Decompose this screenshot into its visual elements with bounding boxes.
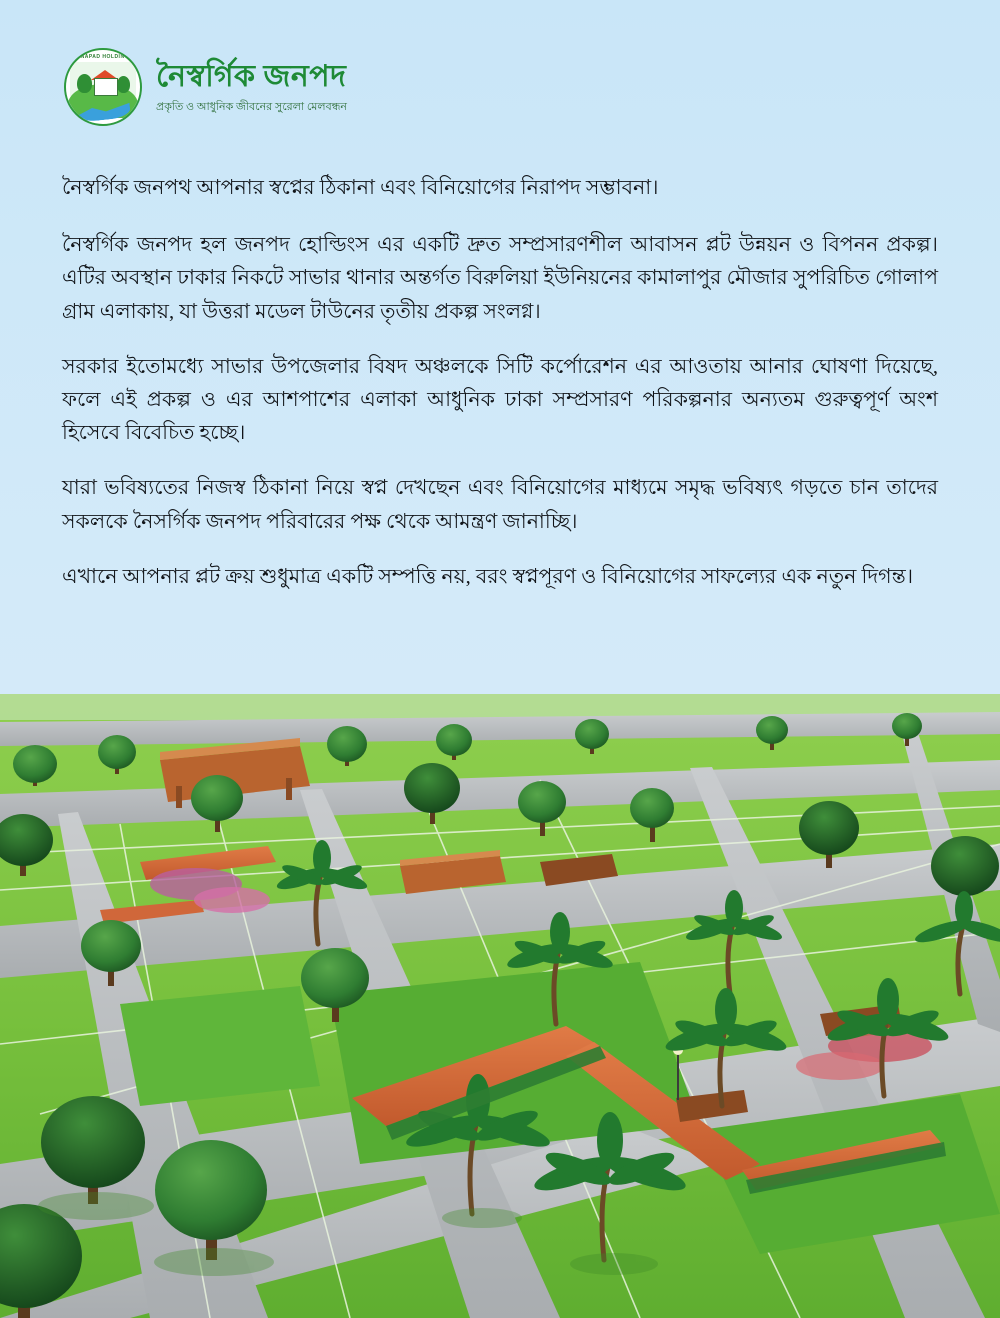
logo-house-icon (94, 78, 118, 96)
logo-ring-text: JANAPAD HOLDINGS (73, 54, 133, 60)
brand-text (156, 58, 347, 117)
body-content (62, 172, 938, 594)
brand-title: নৈস্বর্গিক জনপদ (156, 59, 347, 93)
brand-tagline: প্রকৃতি ও আধুনিক জীবনের সুরেলা মেলবন্ধন (156, 100, 347, 113)
aerial-view-svg (0, 694, 1000, 1318)
brand-header (64, 48, 347, 126)
paragraph-1: নৈস্বর্গিক জনপথ আপনার স্বপ্নের ঠিকানা এবং বিনিয়োগের নিরাপদ সম্ভাবনা। (62, 177, 659, 199)
company-logo-icon (64, 48, 142, 126)
paragraph-2: নৈস্বর্গিক জনপদ হল জনপদ হোল্ডিংস এর একটি দ্রুত সম্প্রসারণশীল আবাসন প্লট উন্নয়ন ও বিপনন প্রকল্প। এটির অবস্থান ঢাকার নিকটে সাভার থানার অন্তর্গত বিরুলিয়া ইউনিয়নের কামালাপুর মৌজার সুপরিচিত গোলাপ গ্রাম এলাকায়, যা উত্তরা মডেল টাউনের তৃতীয় প্রকল্প সংলগ্ন। (62, 234, 938, 323)
paragraph-3: সরকার ইতোমধ্যে সাভার উপজেলার বিষদ অঞ্চলকে সিটি কর্পোরেশন এর আওতায় আনার ঘোষণা দিয়েছে, ফলে এই প্রকল্প ও এর আশপাশের এলাকা আধুনিক ঢাকা সম্প্রসারণ পরিকল্পনার অন্যতম গুরুত্বপূর্ণ অংশ হিসেবে বিবেচিত হচ্ছে। (62, 355, 938, 445)
paragraph-4: যারা ভবিষ্যতের নিজস্ব ঠিকানা নিয়ে স্বপ্ন দেখছেন এবং বিনিয়োগের মাধ্যমে সমৃদ্ধ ভবিষ্যৎ গড়তে চান তাদের সকলকে নৈসর্গিক জনপদ পরিবারের পক্ষ থেকে আমন্ত্রণ জানাচ্ছি। (62, 477, 938, 533)
project-aerial-illustration (0, 694, 1000, 1318)
paragraph-5: এখানে আপনার প্লট ক্রয় শুধুমাত্র একটি সম্পত্তি নয়, বরং স্বপ্নপূরণ ও বিনিয়োগের সাফল্যের এক নতুন দিগন্ত। (62, 565, 914, 588)
logo-tree-left-icon (77, 74, 92, 93)
